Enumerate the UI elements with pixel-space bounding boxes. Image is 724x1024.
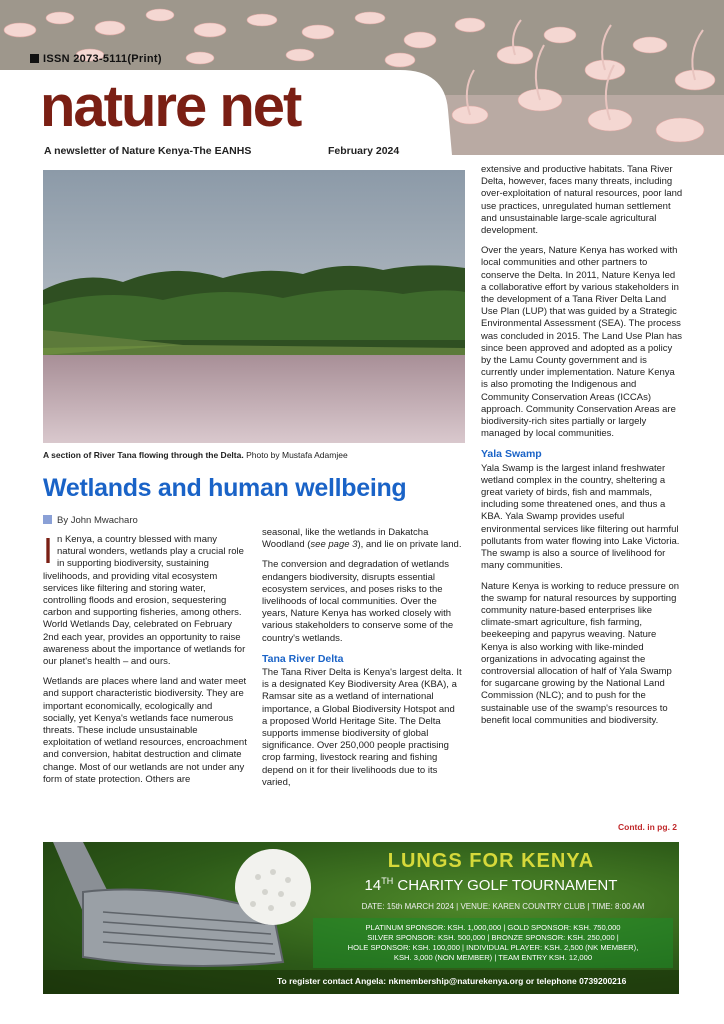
issn-label: [30, 53, 162, 65]
sponsor-line: KSH. 3,000 (NON MEMBER) | TEAM ENTRY KSH. 12,000: [393, 953, 593, 962]
paragraph: Nature Kenya is working to reduce pressure on the swamp for natural resources by supporting community nature-based enterprises like climate-smart agriculture, fish farming, beekeeping and papyrus weaving. Nature Kenya is also working with like-minded organizations in advocating against the controversial allocation of half of Yala Swamp for sugarcane growing by the National Land Commission (NLC); and to push for the sustainable use of the swamp's resources to benefit local communities and biodiversity.: [481, 580, 680, 726]
paragraph: The Tana River Delta is Kenya's largest delta. It is a designated Key Biodiversity Area (KBA), a Ramsar site as a wetland of international importance, a Global Biodiversity Hotspot and a proposed World Heritage Site. The Delta supports immense biodiversity of global significance. Over 250,000 people practising crop farming, livestock rearing and fishing depend on it for their livelihoods due to its varied,: [262, 667, 462, 788]
article-column-1: [43, 530, 248, 794]
river-photo-illustration: [43, 170, 465, 443]
registration-contact: To register contact Angela: nkmembership@naturekenya.org or telephone 0739200216: [277, 976, 627, 986]
paragraph: Yala Swamp is the largest inland freshwater wetland complex in the country, sheltering a great variety of birds, fish and mammals, including some threatened ones, and thus a KBA. Yala Swamp provides useful environmental services like filtering out harmful pollutants from water flowing into Lake Victoria. The swamp is also a source of livelihood for many communities.: [481, 462, 680, 572]
continued-link[interactable]: Contd. in pg. 2: [618, 822, 678, 832]
ad-subtitle-text: CHARITY GOLF TOURNAMENT: [393, 877, 618, 894]
issue-date: February 2024: [328, 145, 400, 157]
ad-subtitle-number: 14: [364, 877, 382, 894]
paragraph: The conversion and degradation of wetlands endangers biodiversity, disrupts essential ecosystem services, and poses risks to the livelihoods of local communities. Over the years, Nature Kenya has worked closely with various stakeholders to conserve some of the country's wetlands.: [262, 559, 454, 644]
article-headline: Wetlands and human wellbeing: [43, 474, 407, 502]
paragraph-text: n Kenya, a country blessed with many natural wonders, wetlands play a crucial role in supporting biodiversity, sustaining livelihoods, and providing vital ecosystem services like filtering and storing water, controlling floods and erosion, sequestering carbon and supporting fisheries, among others. World Wetlands Day, celebrated on February 2nd each year, provides an opportunity to raise awareness about the importance of wetlands for our planet's health – and ours.: [43, 534, 246, 668]
issn-text: ISSN 2073-5111(Print): [43, 53, 162, 65]
sponsor-line: HOLE SPONSOR: KSH. 100,000 | INDIVIDUAL PLAYER: KSH. 2,500 (NK MEMBER),: [347, 943, 639, 952]
masthead-title: nature net: [40, 74, 301, 139]
river-tana-photo: [43, 170, 465, 443]
byline-square-icon: [43, 515, 52, 524]
ad-subtitle: [321, 876, 661, 894]
byline-text: By John Mwacharo: [57, 515, 138, 526]
sponsor-line: PLATINUM SPONSOR: KSH. 1,000,000 | GOLD SPONSOR: KSH. 750,000: [365, 923, 621, 932]
caption-credit: Photo by Mustafa Adamjee: [243, 450, 348, 460]
ad-event-details: DATE: 15th MARCH 2024 | VENUE: KAREN COUNTRY CLUB | TIME: 8:00 AM: [361, 902, 645, 911]
caption-title: A section of River Tana flowing through the Delta.: [43, 450, 244, 460]
paragraph: extensive and productive habitats. Tana River Delta, however, faces many threats, including over-exploitation of natural resources, poor land use practices, unregulated human settlement and unsustainable large-scale agricultural development.: [481, 164, 683, 237]
paragraph: [262, 527, 462, 551]
drop-cap: I: [43, 530, 54, 571]
subheading-tana: Tana River Delta: [262, 652, 344, 665]
article-column-2: [262, 527, 462, 797]
subheading-yala: Yala Swamp: [481, 448, 542, 461]
paragraph-text: seasonal, like the wetlands in Dakatcha Woodland (: [262, 527, 429, 551]
newsletter-tagline: A newsletter of Nature Kenya-The EANHS: [44, 145, 252, 157]
photo-caption: [43, 450, 348, 460]
ad-title: LUNGS FOR KENYA: [387, 850, 595, 872]
article-byline: [43, 515, 138, 526]
paragraph: Wetlands are places where land and water meet and support characteristic biodiversity. They are important economically, ecologically and socially, yet Kenya's wetlands face numerous threats. These include unsustainable exploitation of wetland resources, encroachment and conversion, habitat destruction and climate change. Most of our wetlands are not under any form of state protection. Others are: [43, 676, 247, 785]
paragraph: [43, 530, 248, 668]
issn-square-icon: [30, 54, 39, 63]
ad-subtitle-superscript: TH: [381, 876, 394, 886]
sponsor-box: [313, 918, 673, 968]
paragraph-text: ), and lie on private land.: [357, 539, 462, 551]
sponsor-line: SILVER SPONSOR: KSH. 500,000 | BRONZE SPONSOR: KSH. 250,000 |: [367, 933, 619, 942]
paragraph: Over the years, Nature Kenya has worked with local communities and other partners to conserve the Delta. In 2011, Nature Kenya led a collaborative effort by various stakeholders in the development of a Tana River Delta Land Use Plan (LUP) that was guided by a Strategic Environmental Assessment (SEA). The process was concluded in 2015. The Land Use Plan has since been approved and adopted as a policy by the Lamu County government and is currently under implementation. Nature Kenya is also promoting the Indigenous and Community Conservation Areas (ICCAs) approach. Community Conservation Areas are biodiversity-rich sites partially or largely managed by local communities.: [481, 245, 683, 440]
page-reference: see page 3: [310, 539, 358, 551]
article-column-3: [481, 164, 683, 735]
golf-tournament-ad: [43, 842, 679, 994]
